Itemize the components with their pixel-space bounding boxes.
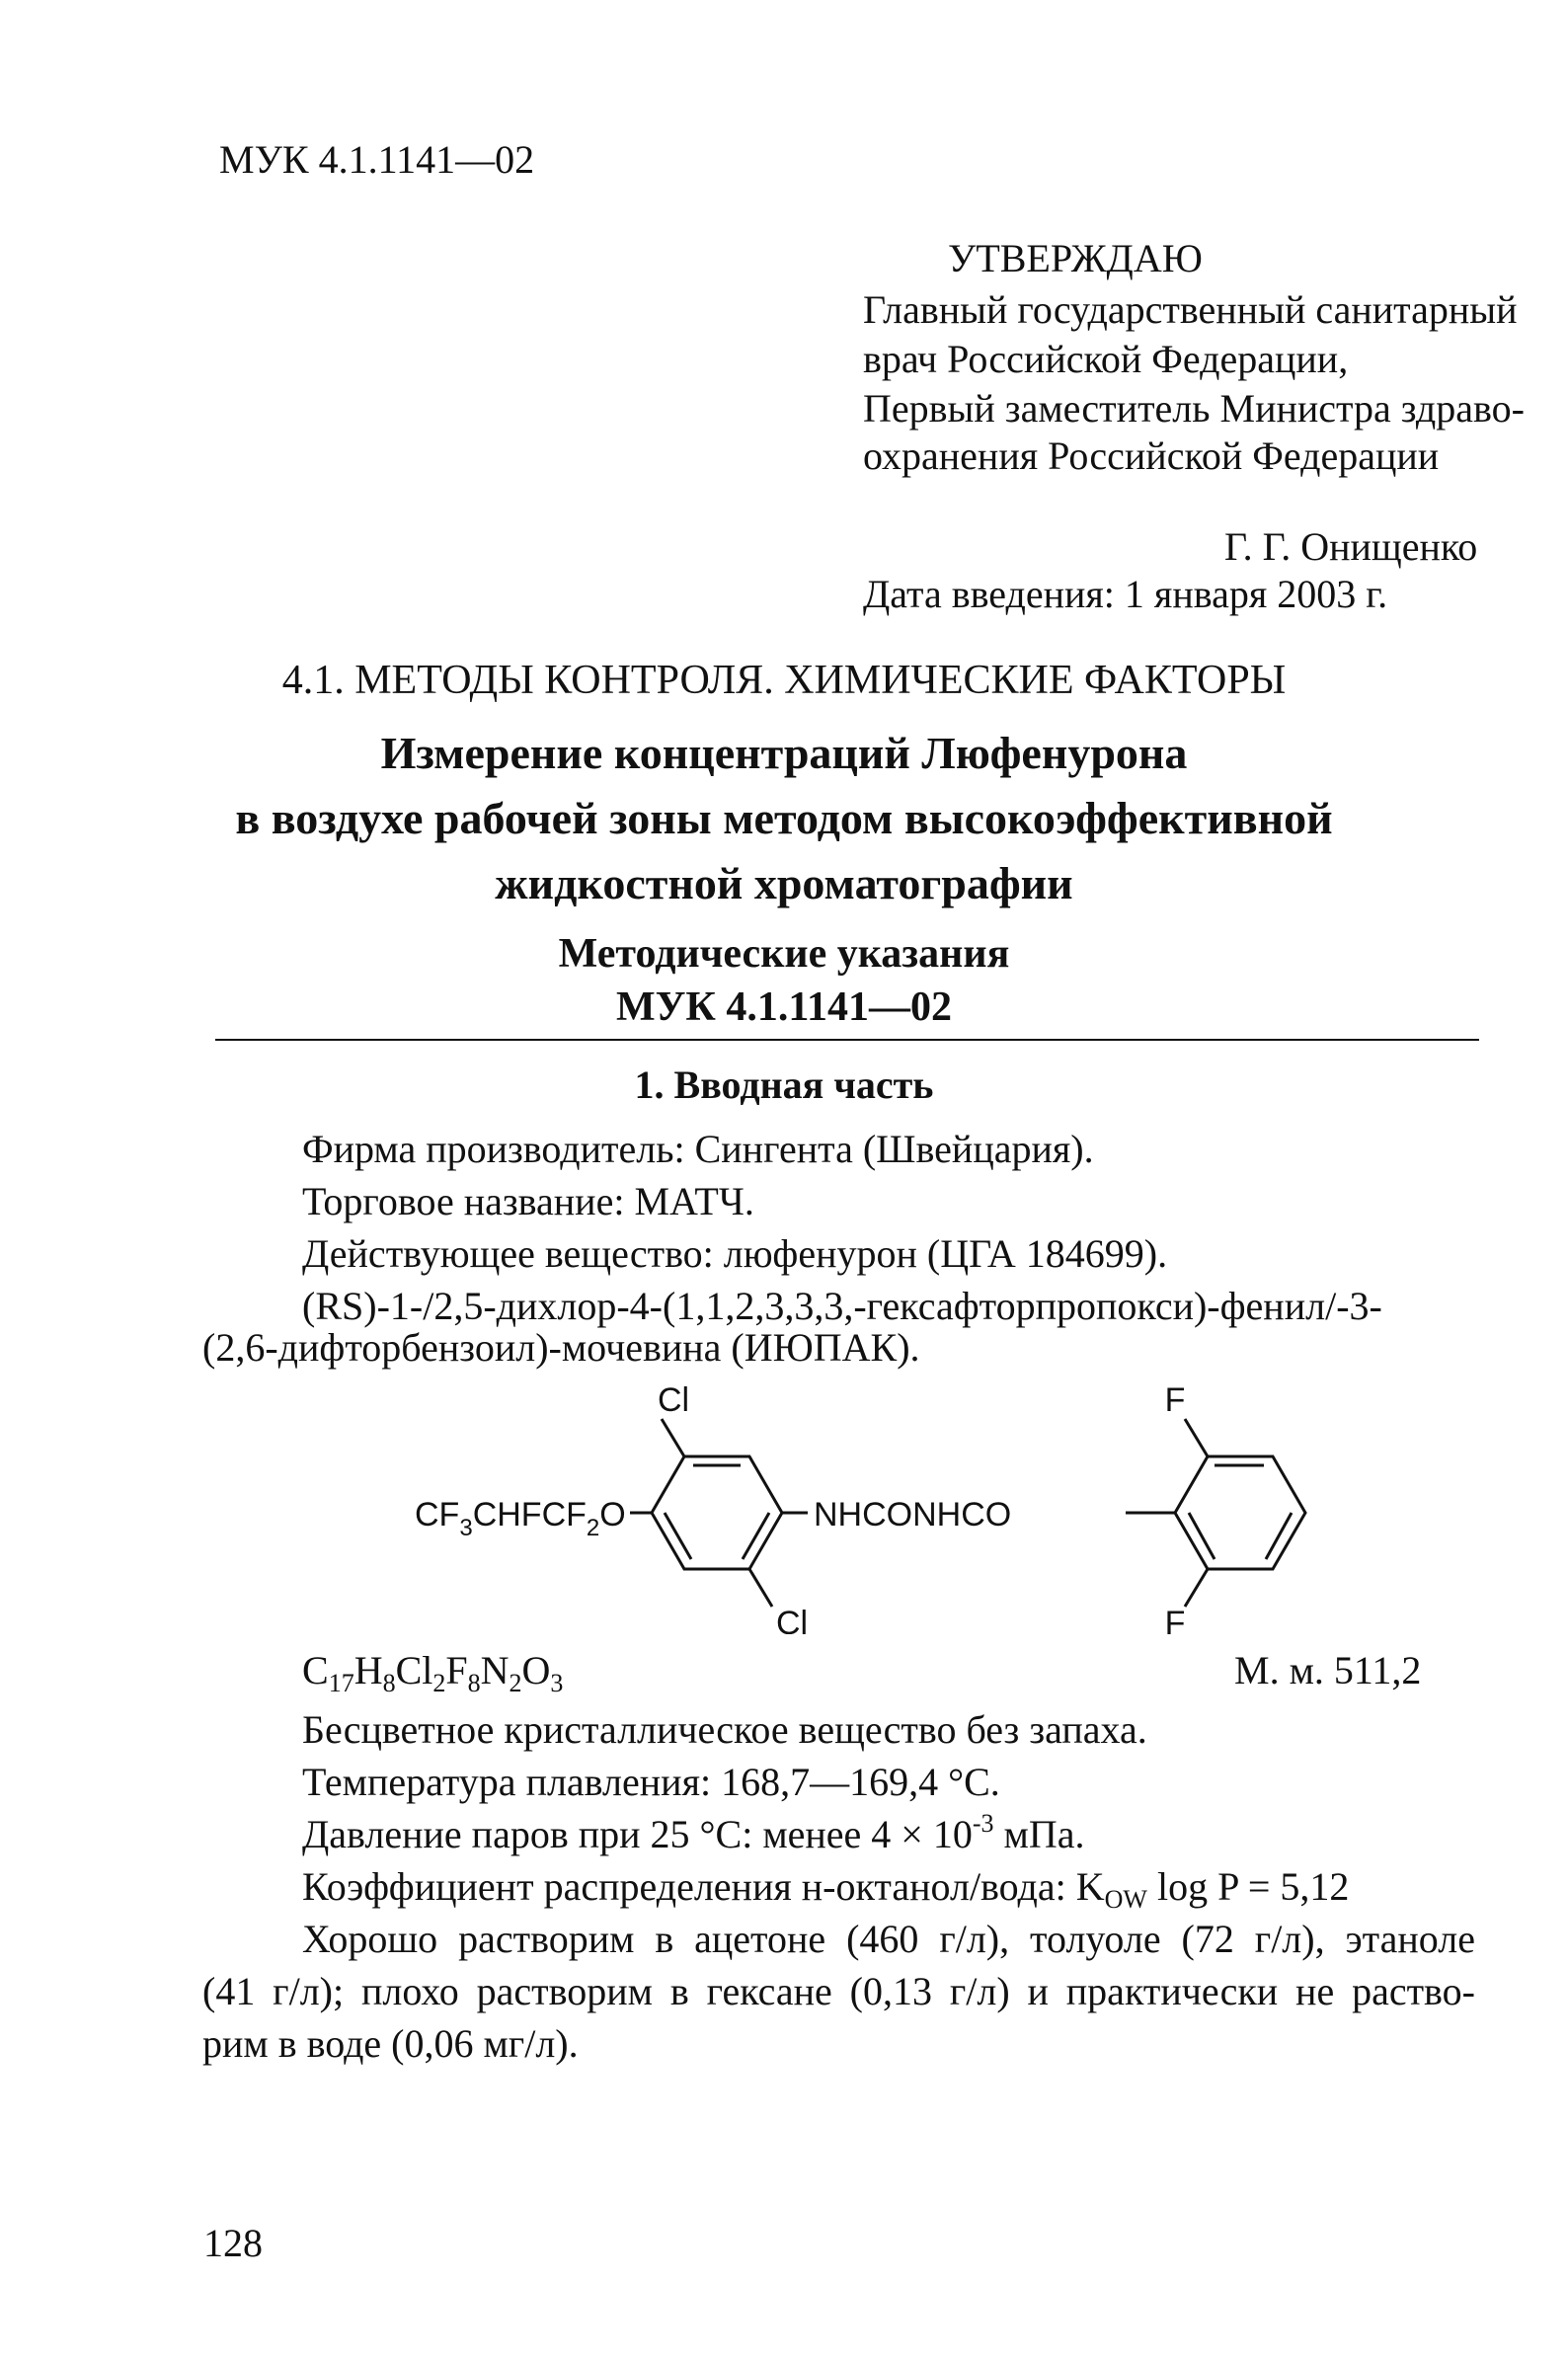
iupac-name-line: (RS)-1-/2,5-дихлор-4-(1,1,2,3,3,3,-гексафторпропокси)-фенил/-3- [302,1284,1382,1328]
approval-line: Первый заместитель Министра здраво- [863,386,1525,431]
solubility-line: (41 г/л); плохо растворим в гексане (0,13 г/л) и практически не раство- [202,1969,1475,2013]
chlorine-label-top: Cl [657,1381,690,1419]
property-appearance: Бесцветное кристаллическое вещество без запаха. [302,1707,1147,1752]
intro-heading: 1. Вводная часть [634,1062,934,1107]
title-line: жидкостной хроматографии [495,858,1073,908]
solubility-line: рим в воде (0,06 мг/л). [202,2021,579,2066]
title-line: Измерение концентраций Люфенурона [380,728,1188,778]
iupac-name-line: (2,6-дифторбензоил)-мочевина (ИЮПАК). [202,1325,920,1370]
intro-line: Действующее вещество: люфенурон (ЦГА 184699). [302,1231,1168,1276]
page-number: 128 [203,2221,263,2265]
molecular-formula: $C_{17}H_8Cl_2F_8N_2O_3$ [302,1648,564,1697]
urea-linker: NHCONHCO [814,1496,1012,1533]
property-partition-coefficient: Коэффициент распределения н-октанол/вода: $K_{OW}$ log P = 5,12 [302,1864,1350,1914]
horizontal-rule [215,1039,1479,1041]
structural-formula [415,1377,1323,1634]
property-vapor-pressure: Давление паров при 25 °C: менее $4 \times 10^{-3}$ мПа. [302,1809,1085,1856]
approval-line: Главный государственный санитарный [863,287,1518,332]
molar-mass: М. м. 511,2 [1234,1648,1422,1692]
subtitle-code: МУК 4.1.1141—02 [615,984,953,1030]
solubility-line: Хорошо растворим в ацетоне (460 г/л), толуоле (72 г/л), этаноле [302,1917,1475,1961]
section-header: 4.1. МЕТОДЫ КОНТРОЛЯ. ХИМИЧЕСКИЕ ФАКТОРЫ [281,658,1287,703]
introduction-date: Дата введения: 1 января 2003 г. [863,572,1388,616]
subtitle: Методические указания [558,931,1010,977]
chlorine-label-bottom: Cl [775,1605,809,1634]
signatory-name: Г. Г. Онищенко [1224,524,1478,569]
title-line: в воздухе рабочей зоны методом высокоэффективной [235,793,1333,843]
approval-line: врач Российской Федерации, [863,337,1349,381]
intro-line: Фирма производитель: Сингента (Швейцария). [302,1127,1094,1171]
approval-line: охранения Российской Федерации [863,433,1440,478]
fluorine-label-top: F [1164,1381,1186,1419]
fluorine-label-bottom: F [1164,1605,1186,1634]
approval-title: УТВЕРЖДАЮ [948,236,1203,280]
hexafluoropropoxy-group: $CF_3CHFCF_2O$ [415,1496,626,1541]
property-melting-point: Температура плавления: 168,7—169,4 °C. [302,1760,1000,1804]
document-code-header: МУК 4.1.1141—02 [219,137,535,182]
intro-line: Торговое название: МАТЧ. [302,1179,754,1223]
